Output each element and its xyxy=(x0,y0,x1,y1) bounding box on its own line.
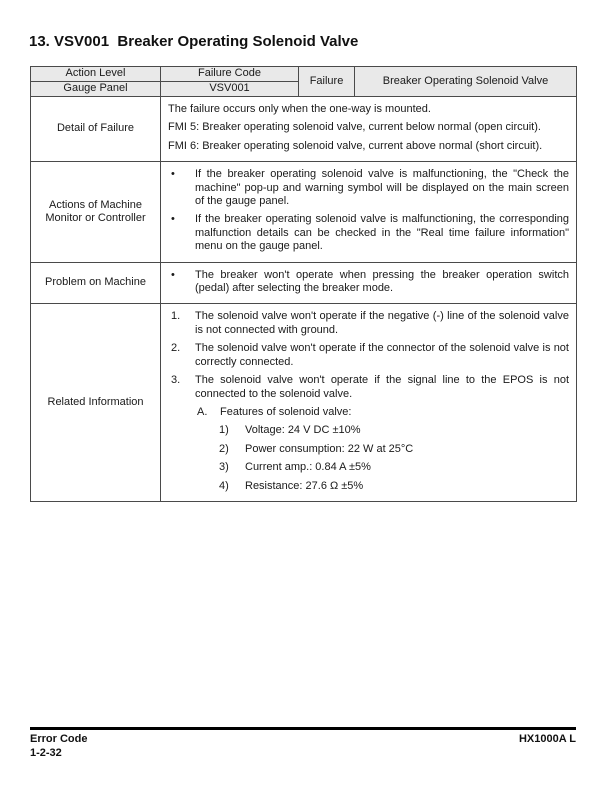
table-row-actions-of-machine xyxy=(31,162,577,262)
bullet-marker: • xyxy=(171,168,175,181)
footer-model-code: HX1000A L xyxy=(518,733,576,745)
bullet-text: If the breaker operating solenoid valve is malfunctioning, the corresponding malfunction details can be checked in the "Real time failure information" menu on the gauge panel. xyxy=(195,213,569,253)
sub-number-marker: 2) xyxy=(219,442,229,455)
footer-section-label: Error Code xyxy=(30,733,88,745)
paragraph: FMI 5: Breaker operating solenoid valve, current below normal (open circuit). xyxy=(168,121,541,134)
lettered-item xyxy=(197,406,569,419)
sub-numbered-text: Current amp.: 0.84 A ±5% xyxy=(245,461,371,474)
header-gauge-panel: Gauge Panel xyxy=(31,82,161,97)
footer-rule xyxy=(30,727,576,730)
row-label-problem-on-machine: Problem on Machine xyxy=(31,262,161,304)
header-failure-name: Breaker Operating Solenoid Valve xyxy=(355,67,577,97)
paragraph: The failure occurs only when the one-way is mounted. xyxy=(168,103,431,115)
sub-number-marker: 3) xyxy=(219,461,229,474)
numbered-text: The solenoid valve won't operate if the negative (-) line of the solenoid valve is not connected with ground. xyxy=(195,310,569,336)
sub-numbered-text: Power consumption: 22 W at 25°C xyxy=(245,442,414,455)
table-row-related-information xyxy=(31,304,577,501)
fault-code-table xyxy=(30,66,577,502)
sub-numbered-text: Resistance: 27.6 Ω ±5% xyxy=(245,479,364,492)
header-failure-code-value: VSV001 xyxy=(161,82,299,97)
header-failure-code: Failure Code xyxy=(161,67,299,82)
row-content-actions-of-machine xyxy=(161,162,577,262)
numbered-item xyxy=(168,310,569,337)
row-content-detail-of-failure xyxy=(161,97,577,162)
row-label-related-information: Related Information xyxy=(31,304,161,501)
bullet-marker: • xyxy=(171,268,175,281)
sub-numbered-item xyxy=(219,424,569,437)
sub-numbered-text: Voltage: 24 V DC ±10% xyxy=(245,424,361,437)
number-marker: 1. xyxy=(171,310,181,323)
sub-number-marker: 1) xyxy=(219,424,229,437)
row-content-problem-on-machine xyxy=(161,262,577,304)
number-marker: 2. xyxy=(171,342,181,355)
bullet-item xyxy=(168,213,569,253)
row-content-related-information xyxy=(161,304,577,501)
numbered-item xyxy=(168,374,569,401)
bullet-text: The breaker won't operate when pressing the breaker operation switch (pedal) after selecting the breaker mode. xyxy=(195,268,569,295)
footer-page-number: 1-2-32 xyxy=(30,747,62,759)
sub-numbered-item xyxy=(219,480,569,493)
row-label-actions-of-machine: Actions of Machine Monitor or Controller xyxy=(31,162,161,262)
lettered-text: Features of solenoid valve: xyxy=(220,405,352,418)
numbered-text: The solenoid valve won't operate if the signal line to the EPOS is not connected to the solenoid valve. xyxy=(195,374,569,400)
numbered-item xyxy=(168,342,569,369)
sub-numbered-item xyxy=(219,443,569,456)
bullet-item xyxy=(168,269,569,296)
header-action-level: Action Level xyxy=(31,67,161,82)
table-row-detail-of-failure xyxy=(31,97,577,162)
letter-marker: A. xyxy=(197,405,208,418)
sub-number-marker: 4) xyxy=(219,479,229,492)
bullet-marker: • xyxy=(171,213,175,226)
paragraph: FMI 6: Breaker operating solenoid valve, current above normal (short circuit). xyxy=(168,139,543,152)
row-label-detail-of-failure: Detail of Failure xyxy=(31,97,161,162)
table-header-row-1 xyxy=(31,67,577,82)
bullet-item xyxy=(168,168,569,208)
number-marker: 3. xyxy=(171,374,181,387)
header-failure: Failure xyxy=(299,67,355,97)
page-title: 13. VSV001 Breaker Operating Solenoid Valve xyxy=(29,33,359,50)
table-row-problem-on-machine xyxy=(31,262,577,304)
sub-numbered-item xyxy=(219,461,569,474)
bullet-text: If the breaker operating solenoid valve is malfunctioning, the "Check the machine" pop-up and warning symbol will be displayed on the main screen of the gauge panel. xyxy=(195,168,569,208)
numbered-text: The solenoid valve won't operate if the connector of the solenoid valve is not correctly connected. xyxy=(195,342,569,368)
